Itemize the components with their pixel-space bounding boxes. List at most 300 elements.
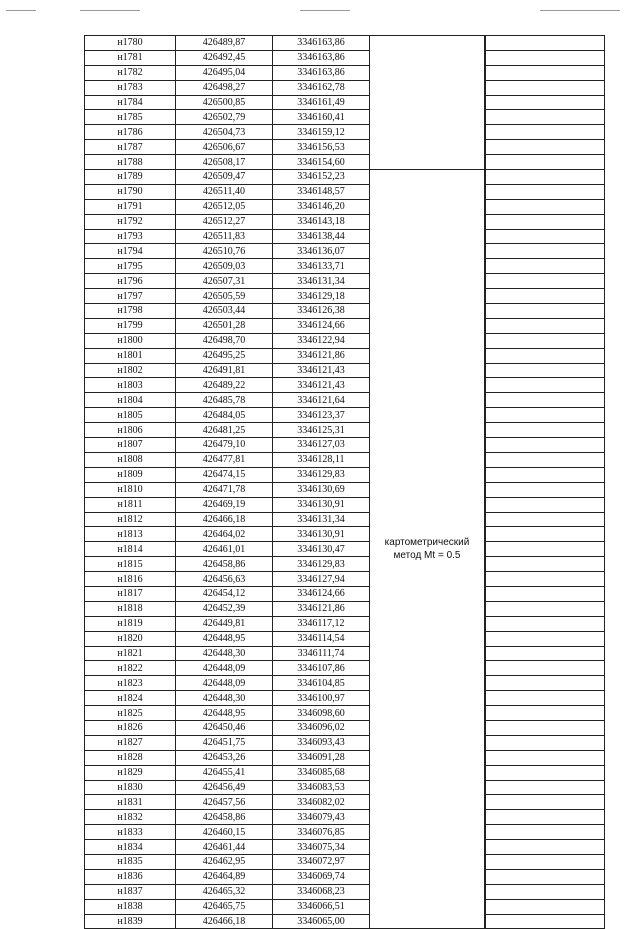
table-row	[85, 572, 605, 587]
table-row	[85, 50, 605, 65]
empty-note-cell	[486, 765, 605, 780]
table-row	[85, 304, 605, 319]
empty-note-cell	[486, 735, 605, 750]
x-coordinate-cell: 426501,28	[176, 318, 273, 333]
point-name-cell: н1783	[85, 80, 176, 95]
table-row	[85, 557, 605, 572]
x-coordinate-cell: 426498,27	[176, 80, 273, 95]
table-row	[85, 869, 605, 884]
point-name-cell: н1793	[85, 229, 176, 244]
y-coordinate-cell: 3346121,64	[273, 393, 370, 408]
coordinates-table-body	[85, 36, 605, 929]
x-coordinate-cell: 426452,39	[176, 601, 273, 616]
table-row	[85, 825, 605, 840]
table-row	[85, 170, 605, 185]
empty-note-cell	[486, 289, 605, 304]
y-coordinate-cell: 3346122,94	[273, 333, 370, 348]
x-coordinate-cell: 426510,76	[176, 244, 273, 259]
empty-note-cell	[486, 423, 605, 438]
table-row	[85, 482, 605, 497]
point-name-cell: н1812	[85, 512, 176, 527]
point-name-cell: н1821	[85, 646, 176, 661]
y-coordinate-cell: 3346079,43	[273, 810, 370, 825]
x-coordinate-cell: 426485,78	[176, 393, 273, 408]
table-row	[85, 318, 605, 333]
table-row	[85, 661, 605, 676]
point-name-cell: н1828	[85, 750, 176, 765]
y-coordinate-cell: 3346163,86	[273, 65, 370, 80]
x-coordinate-cell: 426498,70	[176, 333, 273, 348]
x-coordinate-cell: 426507,31	[176, 274, 273, 289]
y-coordinate-cell: 3346072,97	[273, 854, 370, 869]
point-name-cell: н1826	[85, 720, 176, 735]
empty-note-cell	[486, 110, 605, 125]
x-coordinate-cell: 426479,10	[176, 438, 273, 453]
x-coordinate-cell: 426509,03	[176, 259, 273, 274]
x-coordinate-cell: 426466,18	[176, 512, 273, 527]
table-row	[85, 378, 605, 393]
table-row	[85, 795, 605, 810]
x-coordinate-cell: 426456,49	[176, 780, 273, 795]
y-coordinate-cell: 3346121,43	[273, 378, 370, 393]
y-coordinate-cell: 3346129,83	[273, 557, 370, 572]
y-coordinate-cell: 3346143,18	[273, 214, 370, 229]
x-coordinate-cell: 426512,27	[176, 214, 273, 229]
y-coordinate-cell: 3346091,28	[273, 750, 370, 765]
x-coordinate-cell: 426481,25	[176, 423, 273, 438]
x-coordinate-cell: 426449,81	[176, 616, 273, 631]
method-text-line-1: картометрический	[384, 537, 470, 549]
point-name-cell: н1815	[85, 557, 176, 572]
empty-note-cell	[486, 378, 605, 393]
y-coordinate-cell: 3346114,54	[273, 631, 370, 646]
empty-note-cell	[486, 333, 605, 348]
scan-artifact	[300, 10, 350, 11]
y-coordinate-cell: 3346069,74	[273, 869, 370, 884]
y-coordinate-cell: 3346136,07	[273, 244, 370, 259]
x-coordinate-cell: 426451,75	[176, 735, 273, 750]
empty-note-cell	[486, 438, 605, 453]
y-coordinate-cell: 3346127,94	[273, 572, 370, 587]
point-name-cell: н1820	[85, 631, 176, 646]
x-coordinate-cell: 426489,87	[176, 36, 273, 51]
table-row	[85, 65, 605, 80]
y-coordinate-cell: 3346104,85	[273, 676, 370, 691]
point-name-cell: н1814	[85, 542, 176, 557]
empty-note-cell	[486, 482, 605, 497]
x-coordinate-cell: 426461,01	[176, 542, 273, 557]
point-name-cell: н1830	[85, 780, 176, 795]
table-row	[85, 95, 605, 110]
method-cell-upper	[370, 36, 485, 170]
point-name-cell: н1833	[85, 825, 176, 840]
empty-note-cell	[486, 557, 605, 572]
point-name-cell: н1832	[85, 810, 176, 825]
point-name-cell: н1782	[85, 65, 176, 80]
scan-artifact	[80, 10, 140, 11]
point-name-cell: н1835	[85, 854, 176, 869]
y-coordinate-cell: 3346131,34	[273, 512, 370, 527]
empty-note-cell	[486, 750, 605, 765]
point-name-cell: н1838	[85, 899, 176, 914]
x-coordinate-cell: 426492,45	[176, 50, 273, 65]
table-row	[85, 125, 605, 140]
table-row	[85, 527, 605, 542]
y-coordinate-cell: 3346098,60	[273, 706, 370, 721]
empty-note-cell	[486, 274, 605, 289]
point-name-cell: н1817	[85, 586, 176, 601]
empty-note-cell	[486, 125, 605, 140]
empty-note-cell	[486, 899, 605, 914]
x-coordinate-cell: 426458,86	[176, 557, 273, 572]
y-coordinate-cell: 3346068,23	[273, 884, 370, 899]
table-row	[85, 184, 605, 199]
x-coordinate-cell: 426477,81	[176, 452, 273, 467]
empty-note-cell	[486, 408, 605, 423]
y-coordinate-cell: 3346162,78	[273, 80, 370, 95]
coordinates-table	[84, 35, 605, 929]
point-name-cell: н1819	[85, 616, 176, 631]
table-row	[85, 720, 605, 735]
table-row	[85, 765, 605, 780]
x-coordinate-cell: 426509,47	[176, 170, 273, 185]
y-coordinate-cell: 3346100,97	[273, 691, 370, 706]
x-coordinate-cell: 426455,41	[176, 765, 273, 780]
empty-note-cell	[486, 884, 605, 899]
table-row	[85, 750, 605, 765]
point-name-cell: н1837	[85, 884, 176, 899]
table-row	[85, 423, 605, 438]
point-name-cell: н1823	[85, 676, 176, 691]
point-name-cell: н1801	[85, 348, 176, 363]
y-coordinate-cell: 3346075,34	[273, 840, 370, 855]
x-coordinate-cell: 426453,26	[176, 750, 273, 765]
empty-note-cell	[486, 229, 605, 244]
x-coordinate-cell: 426512,05	[176, 199, 273, 214]
x-coordinate-cell: 426464,89	[176, 869, 273, 884]
table-row	[85, 691, 605, 706]
empty-note-cell	[486, 65, 605, 80]
point-name-cell: н1792	[85, 214, 176, 229]
x-coordinate-cell: 426474,15	[176, 467, 273, 482]
point-name-cell: н1805	[85, 408, 176, 423]
y-coordinate-cell: 3346138,44	[273, 229, 370, 244]
table-row	[85, 854, 605, 869]
empty-note-cell	[486, 363, 605, 378]
y-coordinate-cell: 3346107,86	[273, 661, 370, 676]
table-row	[85, 840, 605, 855]
point-name-cell: н1788	[85, 155, 176, 170]
y-coordinate-cell: 3346127,03	[273, 438, 370, 453]
y-coordinate-cell: 3346128,11	[273, 452, 370, 467]
point-name-cell: н1824	[85, 691, 176, 706]
table-row	[85, 80, 605, 95]
point-name-cell: н1798	[85, 304, 176, 319]
table-row	[85, 259, 605, 274]
y-coordinate-cell: 3346121,86	[273, 601, 370, 616]
x-coordinate-cell: 426511,40	[176, 184, 273, 199]
y-coordinate-cell: 3346152,23	[273, 170, 370, 185]
table-row	[85, 497, 605, 512]
y-coordinate-cell: 3346085,68	[273, 765, 370, 780]
y-coordinate-cell: 3346129,18	[273, 289, 370, 304]
y-coordinate-cell: 3346076,85	[273, 825, 370, 840]
table-row	[85, 199, 605, 214]
method-cell	[370, 170, 485, 929]
table-row	[85, 452, 605, 467]
empty-note-cell	[486, 512, 605, 527]
empty-note-cell	[486, 36, 605, 51]
y-coordinate-cell: 3346124,66	[273, 586, 370, 601]
table-row	[85, 810, 605, 825]
table-row	[85, 899, 605, 914]
y-coordinate-cell: 3346160,41	[273, 110, 370, 125]
table-row	[85, 914, 605, 929]
x-coordinate-cell: 426500,85	[176, 95, 273, 110]
table-row	[85, 110, 605, 125]
table-row	[85, 214, 605, 229]
empty-note-cell	[486, 572, 605, 587]
table-row	[85, 363, 605, 378]
x-coordinate-cell: 426511,83	[176, 229, 273, 244]
point-name-cell: н1789	[85, 170, 176, 185]
point-name-cell: н1809	[85, 467, 176, 482]
point-name-cell: н1834	[85, 840, 176, 855]
point-name-cell: н1831	[85, 795, 176, 810]
scan-artifact	[6, 10, 36, 11]
y-coordinate-cell: 3346082,02	[273, 795, 370, 810]
y-coordinate-cell: 3346121,86	[273, 348, 370, 363]
empty-note-cell	[486, 780, 605, 795]
empty-note-cell	[486, 586, 605, 601]
table-row	[85, 408, 605, 423]
y-coordinate-cell: 3346159,12	[273, 125, 370, 140]
point-name-cell: н1813	[85, 527, 176, 542]
table-row	[85, 735, 605, 750]
x-coordinate-cell: 426495,25	[176, 348, 273, 363]
point-name-cell: н1806	[85, 423, 176, 438]
empty-note-cell	[486, 720, 605, 735]
scan-header-strip	[0, 0, 640, 20]
y-coordinate-cell: 3346129,83	[273, 467, 370, 482]
empty-note-cell	[486, 616, 605, 631]
point-name-cell: н1780	[85, 36, 176, 51]
table-row	[85, 289, 605, 304]
table-row	[85, 36, 605, 51]
y-coordinate-cell: 3346163,86	[273, 50, 370, 65]
empty-note-cell	[486, 214, 605, 229]
point-name-cell: н1829	[85, 765, 176, 780]
point-name-cell: н1804	[85, 393, 176, 408]
x-coordinate-cell: 426461,44	[176, 840, 273, 855]
y-coordinate-cell: 3346130,47	[273, 542, 370, 557]
table-row	[85, 586, 605, 601]
x-coordinate-cell: 426495,04	[176, 65, 273, 80]
x-coordinate-cell: 426460,15	[176, 825, 273, 840]
x-coordinate-cell: 426465,75	[176, 899, 273, 914]
empty-note-cell	[486, 140, 605, 155]
empty-note-cell	[486, 244, 605, 259]
empty-note-cell	[486, 95, 605, 110]
point-name-cell: н1818	[85, 601, 176, 616]
x-coordinate-cell: 426469,19	[176, 497, 273, 512]
table-row	[85, 706, 605, 721]
point-name-cell: н1810	[85, 482, 176, 497]
empty-note-cell	[486, 542, 605, 557]
empty-note-cell	[486, 170, 605, 185]
x-coordinate-cell: 426454,12	[176, 586, 273, 601]
table-row	[85, 333, 605, 348]
table-row	[85, 616, 605, 631]
point-name-cell: н1811	[85, 497, 176, 512]
empty-note-cell	[486, 854, 605, 869]
table-row	[85, 884, 605, 899]
y-coordinate-cell: 3346126,38	[273, 304, 370, 319]
table-row	[85, 438, 605, 453]
empty-note-cell	[486, 304, 605, 319]
empty-note-cell	[486, 914, 605, 929]
x-coordinate-cell: 426505,59	[176, 289, 273, 304]
empty-note-cell	[486, 795, 605, 810]
x-coordinate-cell: 426457,56	[176, 795, 273, 810]
x-coordinate-cell: 426462,95	[176, 854, 273, 869]
y-coordinate-cell: 3346125,31	[273, 423, 370, 438]
empty-note-cell	[486, 676, 605, 691]
table-row	[85, 244, 605, 259]
point-name-cell: н1785	[85, 110, 176, 125]
x-coordinate-cell: 426466,18	[176, 914, 273, 929]
point-name-cell: н1796	[85, 274, 176, 289]
table-row	[85, 155, 605, 170]
x-coordinate-cell: 426471,78	[176, 482, 273, 497]
point-name-cell: н1836	[85, 869, 176, 884]
empty-note-cell	[486, 646, 605, 661]
point-name-cell: н1803	[85, 378, 176, 393]
x-coordinate-cell: 426448,95	[176, 706, 273, 721]
table-row	[85, 631, 605, 646]
point-name-cell: н1787	[85, 140, 176, 155]
point-name-cell: н1808	[85, 452, 176, 467]
y-coordinate-cell: 3346148,57	[273, 184, 370, 199]
x-coordinate-cell: 426504,73	[176, 125, 273, 140]
empty-note-cell	[486, 80, 605, 95]
empty-note-cell	[486, 393, 605, 408]
table-row	[85, 542, 605, 557]
y-coordinate-cell: 3346083,53	[273, 780, 370, 795]
scan-artifact	[540, 10, 620, 11]
point-name-cell: н1825	[85, 706, 176, 721]
x-coordinate-cell: 426506,67	[176, 140, 273, 155]
x-coordinate-cell: 426448,95	[176, 631, 273, 646]
empty-note-cell	[486, 810, 605, 825]
x-coordinate-cell: 426489,22	[176, 378, 273, 393]
x-coordinate-cell: 426448,30	[176, 691, 273, 706]
empty-note-cell	[486, 199, 605, 214]
point-name-cell: н1794	[85, 244, 176, 259]
empty-note-cell	[486, 631, 605, 646]
empty-note-cell	[486, 452, 605, 467]
point-name-cell: н1822	[85, 661, 176, 676]
empty-note-cell	[486, 661, 605, 676]
table-row	[85, 274, 605, 289]
point-name-cell: н1802	[85, 363, 176, 378]
y-coordinate-cell: 3346161,49	[273, 95, 370, 110]
x-coordinate-cell: 426502,79	[176, 110, 273, 125]
y-coordinate-cell: 3346130,69	[273, 482, 370, 497]
y-coordinate-cell: 3346156,53	[273, 140, 370, 155]
y-coordinate-cell: 3346133,71	[273, 259, 370, 274]
empty-note-cell	[486, 691, 605, 706]
x-coordinate-cell: 426448,30	[176, 646, 273, 661]
point-name-cell: н1839	[85, 914, 176, 929]
empty-note-cell	[486, 869, 605, 884]
point-name-cell: н1799	[85, 318, 176, 333]
y-coordinate-cell: 3346124,66	[273, 318, 370, 333]
empty-note-cell	[486, 825, 605, 840]
table-row	[85, 393, 605, 408]
x-coordinate-cell: 426484,05	[176, 408, 273, 423]
point-name-cell: н1786	[85, 125, 176, 140]
empty-note-cell	[486, 318, 605, 333]
y-coordinate-cell: 3346121,43	[273, 363, 370, 378]
empty-note-cell	[486, 840, 605, 855]
point-name-cell: н1797	[85, 289, 176, 304]
point-name-cell: н1807	[85, 438, 176, 453]
table-row	[85, 676, 605, 691]
point-name-cell: н1816	[85, 572, 176, 587]
x-coordinate-cell: 426448,09	[176, 661, 273, 676]
y-coordinate-cell: 3346131,34	[273, 274, 370, 289]
table-row	[85, 467, 605, 482]
empty-note-cell	[486, 155, 605, 170]
x-coordinate-cell: 426508,17	[176, 155, 273, 170]
y-coordinate-cell: 3346130,91	[273, 497, 370, 512]
x-coordinate-cell: 426458,86	[176, 810, 273, 825]
y-coordinate-cell: 3346117,12	[273, 616, 370, 631]
table-row	[85, 229, 605, 244]
point-name-cell: н1791	[85, 199, 176, 214]
table-row	[85, 140, 605, 155]
y-coordinate-cell: 3346066,51	[273, 899, 370, 914]
empty-note-cell	[486, 348, 605, 363]
empty-note-cell	[486, 50, 605, 65]
x-coordinate-cell: 426456,63	[176, 572, 273, 587]
point-name-cell: н1827	[85, 735, 176, 750]
x-coordinate-cell: 426491,81	[176, 363, 273, 378]
empty-note-cell	[486, 184, 605, 199]
table-row	[85, 780, 605, 795]
point-name-cell: н1784	[85, 95, 176, 110]
y-coordinate-cell: 3346065,00	[273, 914, 370, 929]
empty-note-cell	[486, 706, 605, 721]
method-text-line-2: метод Mt = 0.5	[393, 550, 461, 562]
table-row	[85, 646, 605, 661]
y-coordinate-cell: 3346163,86	[273, 36, 370, 51]
x-coordinate-cell: 426464,02	[176, 527, 273, 542]
y-coordinate-cell: 3346093,43	[273, 735, 370, 750]
table-row	[85, 601, 605, 616]
y-coordinate-cell: 3346096,02	[273, 720, 370, 735]
empty-note-cell	[486, 601, 605, 616]
point-name-cell: н1781	[85, 50, 176, 65]
x-coordinate-cell: 426450,46	[176, 720, 273, 735]
table-row	[85, 512, 605, 527]
x-coordinate-cell: 426465,32	[176, 884, 273, 899]
point-name-cell: н1790	[85, 184, 176, 199]
point-name-cell: н1800	[85, 333, 176, 348]
point-name-cell: н1795	[85, 259, 176, 274]
table-row	[85, 348, 605, 363]
